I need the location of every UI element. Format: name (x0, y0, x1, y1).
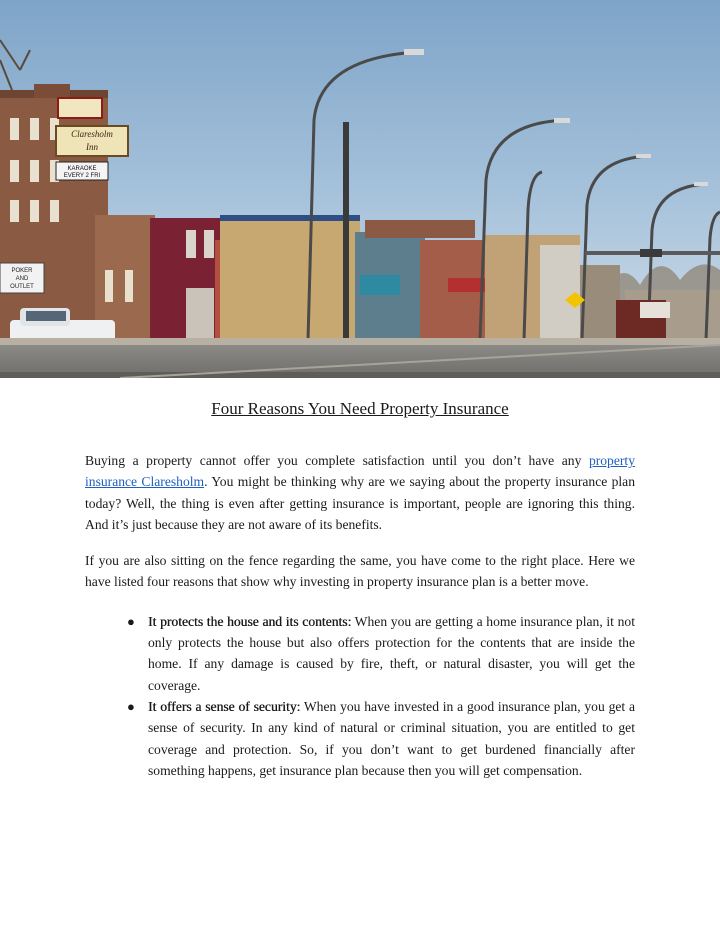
sign-inn-text: Inn (86, 142, 98, 152)
reason-heading: It offers a sense of security: (148, 698, 301, 714)
property-insurance-link[interactable]: property insurance Claresholm (85, 453, 635, 490)
intro-text-start: Buying a property cannot offer you complete satisfaction until you don’t have any (85, 453, 589, 468)
second-paragraph: If you are also sitting on the fence regarding the same, you have come to the right place. Here we have listed four reasons that show why investing in property insurance plan is a better move. (85, 553, 635, 590)
sign-left-text-2: AND (15, 276, 29, 282)
sign-karaoke-text: KARAOKE (67, 166, 97, 172)
sign-every-text: EVERY 2 FRI (63, 173, 101, 179)
bullet-icon: ● (127, 698, 135, 714)
article-title: Four Reasons You Need Property Insurance (211, 399, 509, 418)
sign-town-text: Claresholm (71, 129, 113, 139)
reason-text: When you have invested in a good insurance plan, you get a sense of security. In any kind of natural or criminal situation, you are entitled to get coverage and protection. So, if you don’t want to get burdened financially after something happens, get insurance plan because then you will get compensation. (148, 698, 635, 778)
reason-text: When you are getting a home insurance plan, it not only protects the house but also offers protection for the contents that are inside the home. If any damage is caused by fire, theft, or natural disaster, you will get the coverage. (148, 613, 635, 693)
street-scene-image (0, 0, 720, 378)
article (85, 396, 635, 781)
list-item (127, 696, 635, 781)
bullet-icon: ● (127, 613, 135, 629)
reasons-list (85, 611, 635, 781)
list-item (127, 611, 635, 696)
sign-left-text-1: POKER (11, 268, 33, 274)
hero-photo (0, 0, 720, 378)
intro-text-end: . You might be thinking why are we saying about the property insurance plan today? Well, the thing is even after getting insurance is important, people are ignoring this thing. And it’s just because they are not aware of its benefits. (85, 474, 636, 532)
reason-heading: It protects the house and its contents: (148, 613, 352, 629)
intro-paragraph (85, 450, 635, 535)
sign-left-text-3: OUTLET (10, 284, 34, 290)
